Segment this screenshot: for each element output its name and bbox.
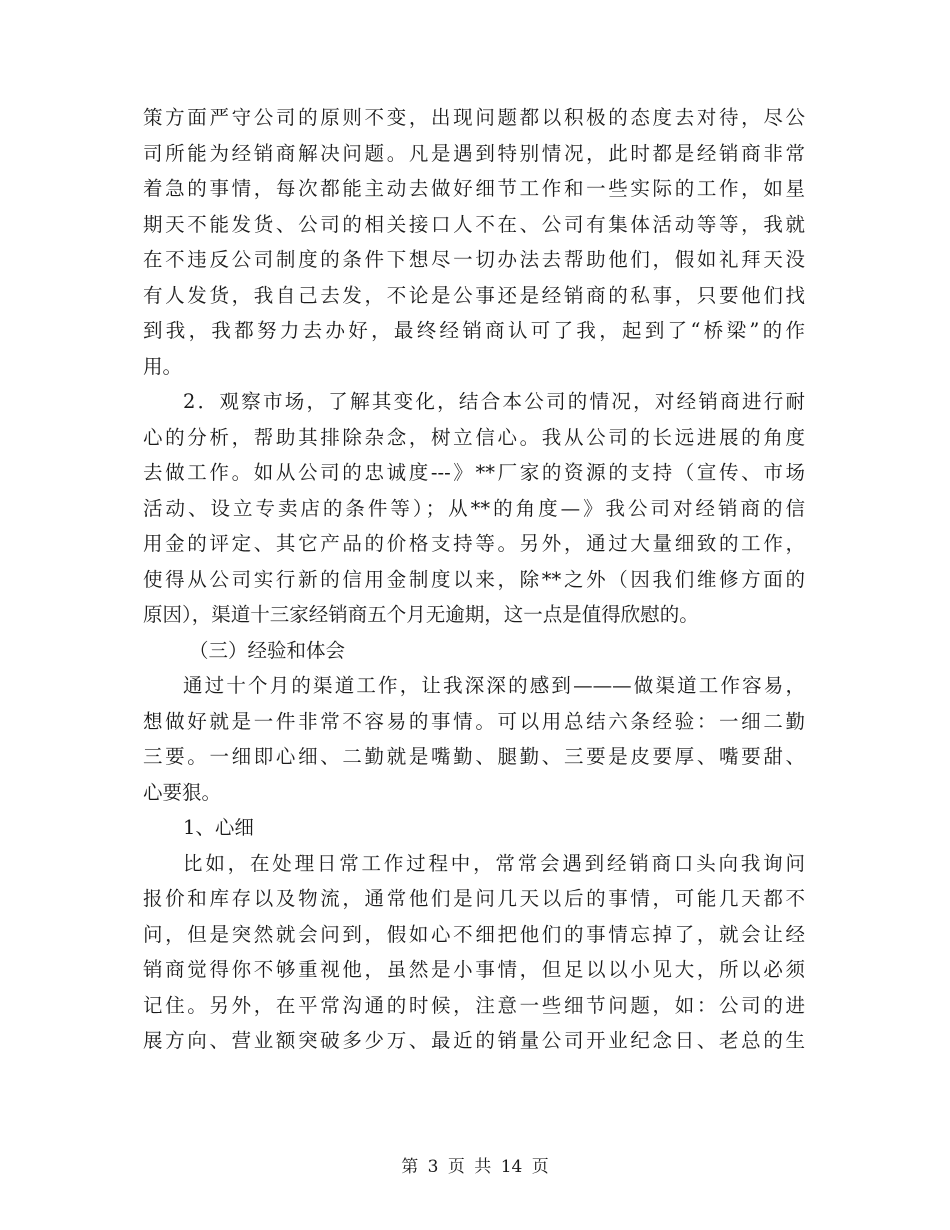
text-line: 销商觉得你不够重视他，虽然是小事情，但足以以小见大，所以必须: [143, 958, 805, 981]
text-line: 去做工作。如从公司的忠诚度---》**厂家的资源的支持（宣传、市场: [143, 461, 805, 484]
text-line: 使得从公司实行新的信用金制度以来，除**之外（因我们维修方面的: [143, 567, 805, 591]
text-line: 三要。一细即心细、二勤就是嘴勤、腿勤、三要是皮要厚、嘴要甜、: [143, 745, 805, 768]
page-number-footer: 第 3 页 共 14 页: [401, 1157, 549, 1177]
section-heading: （三）经验和体会: [189, 638, 346, 662]
text-line: 原因），渠道十三家经销商五个月无逾期，这一点是值得欣慰的。: [143, 603, 699, 626]
body-text: [143, 100, 805, 1059]
text-line: 在不违反公司制度的条件下想尽一切办法去帮助他们，假如礼拜天没: [143, 248, 805, 271]
text-line: 活动、设立专卖店的条件等）；从**的角度—》我公司对经销商的信: [143, 496, 805, 520]
text-line: 比如，在处理日常工作过程中，常常会遇到经销商口头向我询问: [183, 851, 805, 875]
text-line: 策方面严守公司的原则不变，出现问题都以积极的态度去对待，尽公: [143, 106, 805, 129]
text-line: 司所能为经销商解决问题。凡是遇到特别情况，此时都是经销商非常: [143, 141, 805, 165]
text-line: 用。: [143, 354, 183, 378]
text-line: 记住。另外，在平常沟通的时候，注意一些细节问题，如：公司的进: [143, 993, 805, 1017]
text-line: 通过十个月的渠道工作，让我深深的感到———做渠道工作容易，: [183, 674, 805, 697]
text-line: 心的分析，帮助其排除杂念，树立信心。我从公司的长远进展的角度: [143, 425, 805, 449]
text-line: 期天不能发货、公司的相关接口人不在、公司有集体活动等等，我就: [143, 212, 805, 236]
text-line: 想做好就是一件非常不容易的事情。可以用总结六条经验：一细二勤: [143, 709, 805, 733]
text-line: 问，但是突然就会问到，假如心不细把他们的事情忘掉了，就会让经: [143, 922, 805, 946]
text-line: 着急的事情，每次都能主动去做好细节工作和一些实际的工作，如星: [143, 177, 805, 200]
text-line: 展方向、营业额突破多少万、最近的销量公司开业纪念日、老总的生: [143, 1029, 805, 1052]
text-line: 报价和库存以及物流，通常他们是问几天以后的事情，可能几天都不: [143, 887, 805, 910]
text-line: 用金的评定、其它产品的价格支持等。另外，通过大量细致的工作，: [143, 532, 805, 555]
text-line: 到我，我都努力去办好，最终经销商认可了我，起到了“桥梁”的作: [143, 319, 805, 342]
text-line: 有人发货，我自己去发，不论是公事还是经销商的私事，只要他们找: [143, 283, 805, 307]
text-line: 心要狠。: [143, 780, 222, 804]
subsection-heading: 1、心细: [183, 816, 254, 839]
text-line: 2．观察市场，了解其变化，结合本公司的情况，对经销商进行耐: [183, 390, 805, 413]
